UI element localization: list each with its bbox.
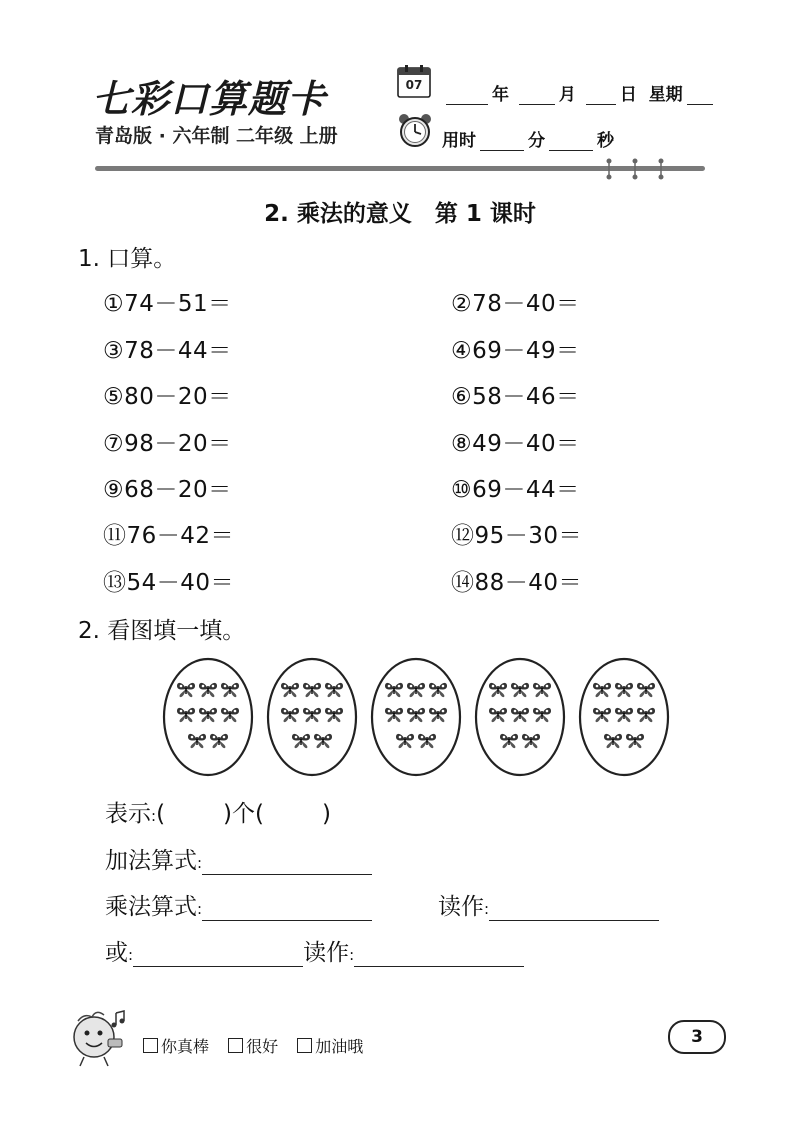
problem-6: ⑥58－46＝: [451, 384, 580, 410]
problem-10: ⑩69－44＝: [451, 477, 580, 503]
weekday-blank[interactable]: [687, 88, 713, 105]
time-fields: [442, 126, 614, 151]
butterfly-group-oval: [476, 659, 564, 775]
read-as-label-2: 读作: [303, 940, 350, 966]
butterfly-group-oval: [268, 659, 356, 775]
divider-ornament: [658, 158, 664, 180]
problem-5: ⑤80－20＝: [103, 384, 232, 410]
divider-ornament: [632, 158, 638, 180]
alternative-row: 或: 读作:: [105, 934, 524, 967]
butterfly-group-oval: [580, 659, 668, 775]
day-blank[interactable]: [586, 88, 616, 105]
represent-row: 表示:( )个( ): [105, 801, 331, 827]
problem-1: ①74－51＝: [103, 291, 232, 317]
rating-keep-trying[interactable]: 加油哦: [297, 1037, 363, 1056]
brand-title: 七彩口算题卡: [92, 77, 327, 121]
page-number: 3: [668, 1020, 726, 1054]
problem-12: ⑫95－30＝: [451, 523, 583, 549]
problem-2: ②78－40＝: [451, 291, 580, 317]
problem-13: ⑬54－40＝: [103, 570, 235, 596]
month-label: 月: [558, 85, 576, 105]
read-as-answer-line-2[interactable]: [354, 942, 524, 967]
addition-row: 加法算式:: [105, 842, 372, 875]
problem-11: ⑪76－42＝: [103, 523, 235, 549]
read-as-answer-line-1[interactable]: [489, 896, 659, 921]
butterfly-group-oval: [164, 659, 252, 775]
multiplication-answer-line[interactable]: [202, 896, 372, 921]
seconds-blank[interactable]: [549, 134, 593, 151]
multiplication-row: 乘法算式:: [105, 888, 372, 921]
calendar-icon: [397, 64, 431, 98]
seconds-label: 秒: [597, 131, 614, 151]
rating-great[interactable]: 你真棒: [143, 1037, 209, 1056]
cartoon-mascot-image: [66, 1003, 136, 1069]
problem-9: ⑨68－20＝: [103, 477, 232, 503]
header-divider: [95, 166, 705, 171]
problem-7: ⑦98－20＝: [103, 431, 232, 457]
read-as-label: 读作: [438, 894, 484, 920]
unit-label: 个: [232, 801, 256, 827]
edition-subtitle: 青岛版 · 六年制 二年级 上册: [95, 125, 338, 147]
section-1-heading: 1. 口算。: [78, 246, 177, 272]
addition-answer-line[interactable]: [202, 850, 372, 875]
checkbox-icon[interactable]: [143, 1038, 158, 1053]
calendar-number: 07: [405, 78, 423, 92]
year-label: 年: [492, 85, 509, 105]
day-label: 日: [619, 85, 637, 105]
month-blank[interactable]: [519, 88, 555, 105]
lesson-title: 2. 乘法的意义 第 1 课时: [264, 201, 536, 227]
self-rating-options: [143, 1034, 377, 1057]
time-used-label: 用时: [442, 131, 476, 151]
year-blank[interactable]: [446, 88, 488, 105]
problem-14: ⑭88－40＝: [451, 570, 583, 596]
problem-8: ⑧49－40＝: [451, 431, 580, 457]
minutes-label: 分: [528, 131, 545, 151]
or-label: 或: [105, 940, 128, 966]
section-2-heading: 2. 看图填一填。: [78, 618, 246, 644]
checkbox-icon[interactable]: [297, 1038, 312, 1053]
minutes-blank[interactable]: [480, 134, 524, 151]
butterfly-group-oval: [372, 659, 460, 775]
addition-label: 加法算式: [105, 848, 197, 874]
divider-ornament: [606, 158, 612, 180]
date-fields: [442, 80, 717, 105]
alarm-clock-icon: [397, 112, 433, 148]
alternative-answer-line[interactable]: [133, 942, 303, 967]
rating-good[interactable]: 很好: [228, 1037, 278, 1056]
checkbox-icon[interactable]: [228, 1038, 243, 1053]
weekday-label: 星期: [648, 85, 683, 105]
represent-label: 表示: [105, 801, 151, 827]
problem-4: ④69－49＝: [451, 338, 580, 364]
multiplication-label: 乘法算式: [105, 894, 197, 920]
butterfly-groups-figure: [160, 655, 670, 780]
read-as-row-1: 读作:: [438, 888, 659, 921]
problem-3: ③78－44＝: [103, 338, 232, 364]
